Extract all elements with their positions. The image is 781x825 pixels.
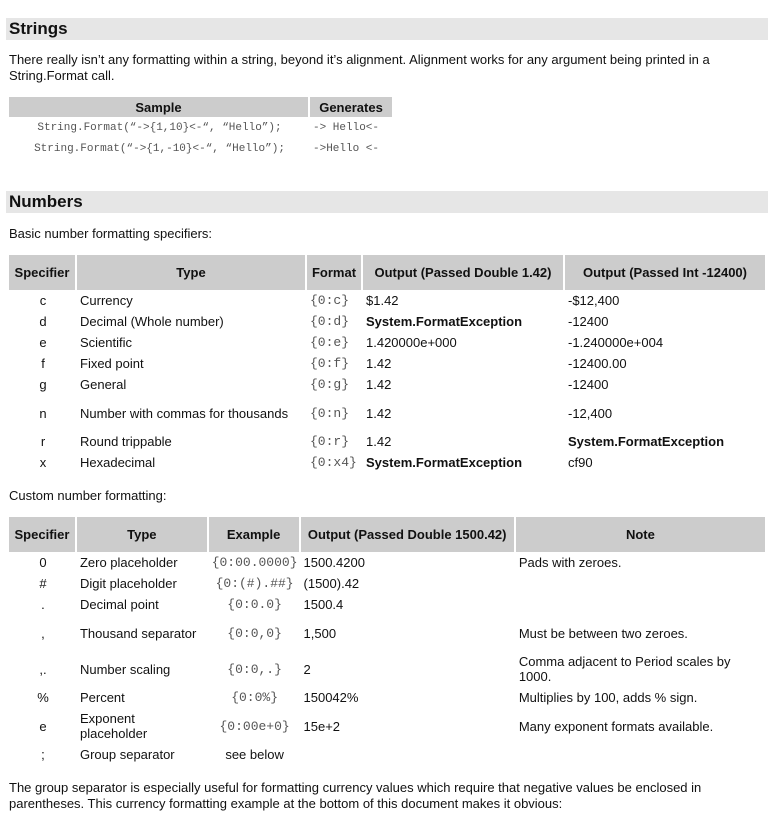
example-cell: {0:00e+0}: [219, 718, 290, 734]
output-cell: 150042%: [303, 690, 359, 705]
custom-header-output: Output (Passed Double 1500.42): [301, 517, 516, 552]
specifier-cell: ,: [41, 625, 45, 641]
specifier-cell: e: [39, 335, 47, 350]
table-row: [9, 431, 765, 452]
specifier-cell: e: [39, 718, 47, 734]
output-int-cell: cf90: [568, 455, 593, 470]
type-cell: Zero placeholder: [79, 555, 178, 570]
format-cell: {0:g}: [310, 377, 350, 392]
output-int-cell: -1.240000e+004: [568, 335, 664, 350]
output-double-cell: 1.42: [366, 377, 392, 392]
example-cell: {0:00.0000}: [211, 555, 298, 570]
format-cell: {0:d}: [310, 314, 350, 329]
type-cell: Fixed point: [80, 356, 144, 371]
type-cell: Group separator: [79, 747, 175, 762]
output-cell: 1500.4: [303, 597, 344, 612]
table-row: [9, 552, 765, 573]
custom-header-note: Note: [516, 517, 765, 552]
specifier-cell: %: [37, 690, 49, 705]
output-cell: 15e+2: [303, 718, 341, 734]
type-cell: Number scaling: [79, 661, 171, 677]
strings-intro: There really isn’t any formatting within a string, beyond it’s alignment. Alignment works for any argument being printed in a String.Format call.: [9, 52, 710, 83]
type-cell: Number with commas for thousands: [80, 405, 289, 421]
specifier-cell: 0: [39, 555, 47, 570]
numbers-header-specifier: Specifier: [9, 255, 77, 290]
specifier-cell: ,.: [39, 661, 47, 677]
note-cell: Many exponent formats available.: [518, 718, 714, 734]
output-double-cell: System.FormatException: [366, 455, 523, 470]
output-cell: 1,500: [303, 625, 337, 641]
type-cell: Decimal point: [79, 597, 159, 612]
number-specifiers-table: [9, 255, 765, 473]
note-cell: [516, 594, 765, 615]
group-separator-paragraph: The group separator is especially useful for formatting currency values which require that negative values be enclosed in parentheses. This currency formatting example at the bottom of this document makes it obvious:: [9, 780, 702, 811]
example-cell: {0:0%}: [231, 690, 278, 705]
type-cell: Percent: [79, 690, 125, 705]
specifier-cell: c: [39, 293, 47, 308]
table-row: [9, 353, 765, 374]
example-cell: {0:(#).##}: [215, 576, 294, 591]
type-cell: Currency: [80, 293, 133, 308]
custom-format-table: [9, 517, 765, 765]
specifier-cell: #: [39, 576, 47, 591]
type-cell: Digit placeholder: [79, 576, 177, 591]
numbers-intro: Basic number formatting specifiers:: [9, 226, 213, 241]
format-cell: {0:c}: [310, 293, 350, 308]
custom-header-type: Type: [77, 517, 209, 552]
format-cell: {0:e}: [310, 335, 350, 350]
strings-header-generates: Generates: [310, 97, 392, 117]
output-int-cell: -12400: [568, 314, 609, 329]
format-cell: {0:f}: [310, 356, 350, 371]
output-int-cell: -$12,400: [568, 293, 620, 308]
table-row: [9, 374, 765, 395]
specifier-cell: x: [39, 455, 47, 470]
strings-header-sample: Sample: [9, 97, 310, 117]
format-cell: {0:x4}: [310, 455, 357, 470]
type-cell: Hexadecimal: [80, 455, 156, 470]
output-double-cell: 1.420000e+000: [366, 335, 457, 350]
table-row: [9, 395, 765, 431]
type-cell: General: [80, 377, 127, 392]
custom-header-specifier: Specifier: [9, 517, 77, 552]
table-row: [9, 594, 765, 615]
table-row: [9, 138, 392, 159]
table-row: [9, 651, 765, 687]
generates-output: -> Hello<-: [313, 121, 380, 134]
output-cell: (1500).42: [303, 576, 360, 591]
specifier-cell: .: [41, 597, 45, 612]
specifier-cell: g: [39, 377, 47, 392]
example-cell: {0:0.0}: [227, 597, 282, 612]
sample-code: String.Format(“->{1,10}<-“, “Hello”);: [37, 121, 282, 134]
note-cell: Comma adjacent to Period scales by 1000.: [518, 654, 731, 684]
format-cell: {0:n}: [310, 405, 350, 421]
table-row: [9, 311, 765, 332]
output-int-cell: System.FormatException: [568, 434, 725, 449]
strings-heading: Strings: [6, 18, 768, 40]
output-cell: 1500.4200: [303, 555, 365, 570]
output-double-cell: 1.42: [366, 356, 392, 371]
output-double-cell: 1.42: [366, 405, 392, 421]
numbers-header-type: Type: [77, 255, 307, 290]
example-cell: {0:0,0}: [227, 625, 282, 641]
type-cell: Thousand separator: [79, 625, 197, 641]
custom-intro: Custom number formatting:: [9, 488, 167, 503]
type-cell: Exponent placeholder: [79, 711, 148, 741]
table-row: [9, 452, 765, 473]
custom-header-example: Example: [209, 517, 301, 552]
type-cell: Decimal (Whole number): [80, 314, 224, 329]
table-row: [9, 332, 765, 353]
strings-table: [9, 97, 392, 159]
table-row: [9, 290, 765, 311]
output-double-cell: $1.42: [366, 293, 399, 308]
output-cell: [301, 744, 516, 765]
output-int-cell: -12400: [568, 377, 609, 392]
numbers-header-format: Format: [307, 255, 363, 290]
specifier-cell: f: [41, 356, 45, 371]
example-cell: {0:0,.}: [227, 661, 282, 677]
note-cell: Multiplies by 100, adds % sign.: [518, 690, 698, 705]
generates-output: ->Hello <-: [313, 142, 380, 155]
output-double-cell: System.FormatException: [366, 314, 523, 329]
table-row: [9, 573, 765, 594]
output-double-cell: 1.42: [366, 434, 392, 449]
table-row: [9, 117, 392, 138]
table-row: [9, 744, 765, 765]
table-row: [9, 708, 765, 744]
specifier-cell: n: [39, 405, 47, 421]
numbers-header-output-double: Output (Passed Double 1.42): [363, 255, 565, 290]
note-cell: Must be between two zeroes.: [518, 625, 688, 641]
type-cell: Round trippable: [80, 434, 172, 449]
table-row: [9, 615, 765, 651]
numbers-heading: Numbers: [6, 191, 768, 213]
output-cell: 2: [303, 661, 311, 677]
numbers-header-output-int: Output (Passed Int -12400): [565, 255, 765, 290]
note-cell: [516, 744, 765, 765]
sample-code: String.Format(“->{1,-10}<-“, “Hello”);: [34, 142, 285, 155]
note-cell: [516, 573, 765, 594]
output-int-cell: -12400.00: [568, 356, 627, 371]
output-int-cell: -12,400: [568, 405, 613, 421]
table-row: [9, 687, 765, 708]
specifier-cell: d: [39, 314, 47, 329]
specifier-cell: ;: [41, 747, 45, 762]
format-cell: {0:r}: [310, 434, 350, 449]
example-cell: see below: [225, 747, 284, 762]
note-cell: Pads with zeroes.: [518, 555, 622, 570]
specifier-cell: r: [40, 434, 46, 449]
type-cell: Scientific: [80, 335, 133, 350]
